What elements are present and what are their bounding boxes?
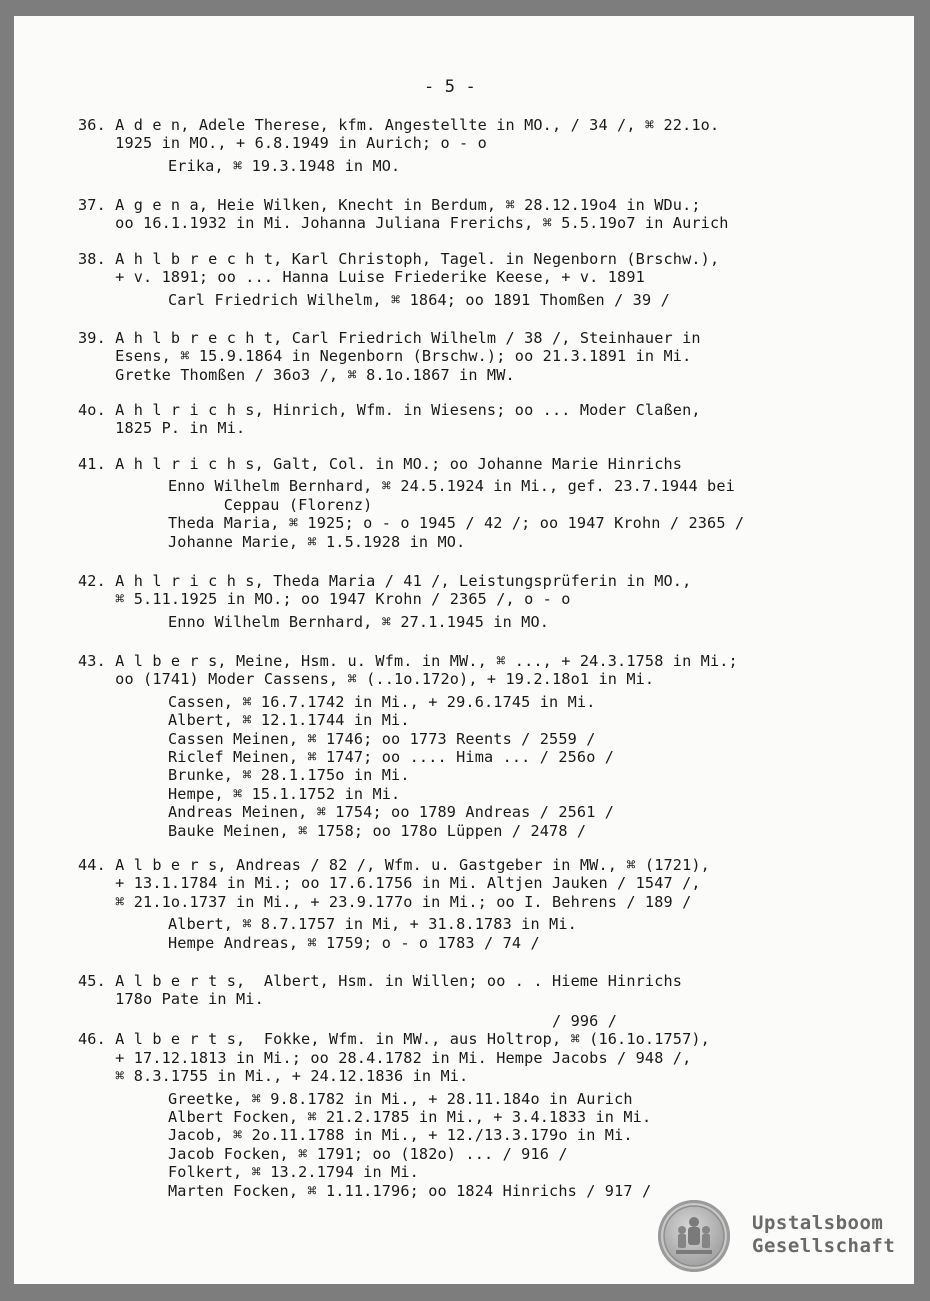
entry-line: oo (1741) Moder Cassens, ⌘ (..1o.172o), + 19.2.18o1 in Mi. [78,670,655,689]
society-brand [752,1212,895,1258]
entry-line: Esens, ⌘ 15.9.1864 in Negenborn (Brschw.); oo 21.3.1891 in Mi. [78,347,692,366]
entry-43 [78,652,838,840]
entry-45 [78,972,838,1009]
child-line: Jacob, ⌘ 2o.11.1788 in Mi., + 12./13.3.179o in Mi. [168,1126,633,1145]
entry-37 [78,196,838,233]
entry-line: 178o Pate in Mi. [78,990,264,1009]
entry-line: + v. 1891; oo ... Hanna Luise Friederike Keese, + v. 1891 [78,268,645,287]
entry-line: 1925 in MO., + 6.8.1949 in Aurich; o - o [78,134,487,153]
entry-line: 1825 P. in Mi. [78,419,246,438]
document-body [14,16,914,1284]
entry-line: 41. A h l r i c h s, Galt, Col. in MO.; oo Johanne Marie Hinrichs [78,455,683,473]
child-line: Cassen, ⌘ 16.7.1742 in Mi., + 29.6.1745 in Mi. [168,692,596,711]
child-line: Greetke, ⌘ 9.8.1782 in Mi., + 28.11.184o in Aurich [168,1089,633,1108]
entry-42 [78,572,838,631]
entry-46 [78,1012,838,1200]
entry-40 [78,401,838,438]
child-line: Albert, ⌘ 12.1.1744 in Mi. [168,711,410,730]
entry-line: 46. A l b e r t s, Fokke, Wfm. in MW., aus Holtrop, ⌘ (16.1o.1757), [78,1030,710,1049]
entry-line: + 13.1.1784 in Mi.; oo 17.6.1756 in Mi. Altjen Jauken / 1547 /, [78,874,701,893]
entry-line: 45. A l b e r t s, Albert, Hsm. in Willen; oo . . Hieme Hinrichs [78,972,683,990]
entry-38 [78,250,838,309]
entry-39 [78,329,838,384]
page-number: - 5 - [424,77,476,97]
child-line: Theda Maria, ⌘ 1925; o - o 1945 / 42 /; oo 1947 Krohn / 2365 / [168,514,745,533]
brand-line: Upstalsboom [752,1212,884,1234]
entry-line: 38. A h l b r e c h t, Karl Christoph, Tagel. in Negenborn (Brschw.), [78,250,720,268]
entry-line: ⌘ 5.11.1925 in MO.; oo 1947 Krohn / 2365 /, o - o [78,590,571,609]
child-line: Jacob Focken, ⌘ 1791; oo (182o) ... / 916 / [168,1144,568,1163]
child-line: Hempe Andreas, ⌘ 1759; o - o 1783 / 74 / [168,933,540,952]
entry-36 [78,116,838,175]
child-line: Erika, ⌘ 19.3.1948 in MO. [168,156,401,175]
entry-line: Gretke Thomßen / 36o3 /, ⌘ 8.1o.1867 in MW. [78,365,515,384]
entry-line: 39. A h l b r e c h t, Carl Friedrich Wilhelm / 38 /, Steinhauer in [78,329,701,347]
entry-41 [78,455,838,551]
child-line: Folkert, ⌘ 13.2.1794 in Mi. [168,1163,419,1182]
entry-line: 42. A h l r i c h s, Theda Maria / 41 /, Leistungsprüferin in MO., [78,572,692,590]
child-line: Albert Focken, ⌘ 21.2.1785 in Mi., + 3.4.1833 in Mi. [168,1107,652,1126]
document-page [14,16,914,1284]
entry-line: oo 16.1.1932 in Mi. Johanna Juliana Frerichs, ⌘ 5.5.19o7 in Aurich [78,214,729,233]
child-line: Carl Friedrich Wilhelm, ⌘ 1864; oo 1891 Thomßen / 39 / [168,290,670,309]
entry-line: 44. A l b e r s, Andreas / 82 /, Wfm. u. Gastgeber in MW., ⌘ (1721), [78,856,710,874]
entry-line: ⌘ 21.1o.1737 in Mi., + 23.9.177o in Mi.; oo I. Behrens / 189 / [78,892,692,911]
child-line: Johanne Marie, ⌘ 1.5.1928 in MO. [168,532,466,551]
entry-44 [78,856,838,952]
child-line: Enno Wilhelm Bernhard, ⌘ 27.1.1945 in MO. [168,612,550,631]
child-line: Albert, ⌘ 8.7.1757 in Mi, + 31.8.1783 in Mi. [168,915,577,934]
entry-line: ⌘ 8.3.1755 in Mi., + 24.12.1836 in Mi. [78,1067,469,1086]
child-line: Ceppau (Florenz) [168,495,373,514]
child-line: Cassen Meinen, ⌘ 1746; oo 1773 Reents / 2559 / [168,729,596,748]
entry-line: 43. A l b e r s, Meine, Hsm. u. Wfm. in MW., ⌘ ..., + 24.3.1758 in Mi.; [78,652,738,670]
child-line: Bauke Meinen, ⌘ 1758; oo 178o Lüppen / 2478 / [168,821,587,840]
entry-line: 37. A g e n a, Heie Wilken, Knecht in Berdum, ⌘ 28.12.19o4 in WDu.; [78,196,701,214]
entry-line: 4o. A h l r i c h s, Hinrich, Wfm. in Wiesens; oo ... Moder Claßen, [78,401,701,419]
entry-line: + 17.12.1813 in Mi.; oo 28.4.1782 in Mi. Hempe Jacobs / 948 /, [78,1048,692,1067]
child-line: Andreas Meinen, ⌘ 1754; oo 1789 Andreas / 2561 / [168,803,615,822]
child-line: Hempe, ⌘ 15.1.1752 in Mi. [168,784,401,803]
child-line: Enno Wilhelm Bernhard, ⌘ 24.5.1924 in Mi., gef. 23.7.1944 bei [168,477,735,496]
child-line: Riclef Meinen, ⌘ 1747; oo .... Hima ... / 256o / [168,747,615,766]
entry-line: 36. A d e n, Adele Therese, kfm. Angestellte in MO., / 34 /, ⌘ 22.1o. [78,116,720,134]
entry-annotation: / 996 / [78,1012,618,1030]
society-seal-icon [658,1200,730,1272]
child-line: Marten Focken, ⌘ 1.11.1796; oo 1824 Hinrichs / 917 / [168,1181,652,1200]
child-line: Brunke, ⌘ 28.1.175o in Mi. [168,766,410,785]
brand-line: Gesellschaft [752,1235,896,1257]
